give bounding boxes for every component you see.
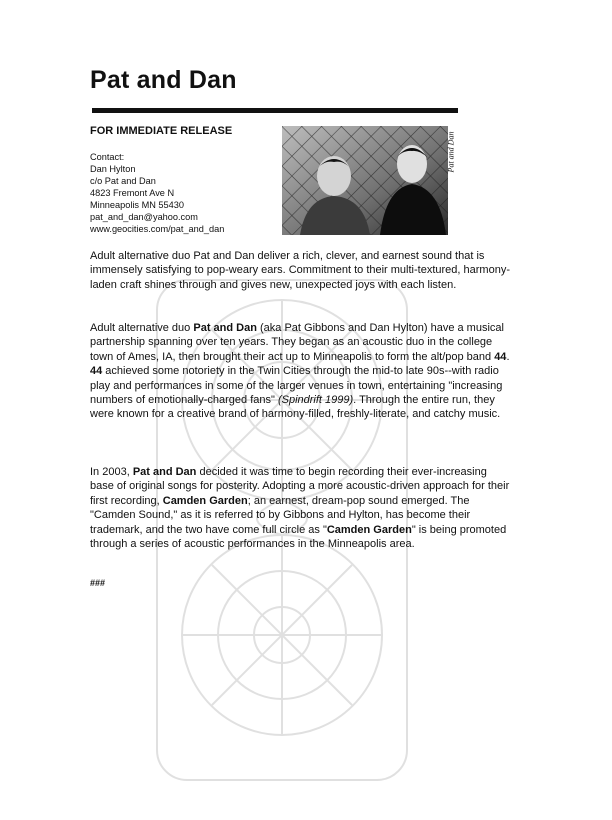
bio-paragraph: Adult alternative duo Pat and Dan (aka Pat Gibbons and Dan Hylton) have a musical partnership spanning over ten years. They began as an acoustic duo in the college town of Ames, IA, then brought their act up to Minneapolis to form the alt/pop band 44. 44 achieved some notoriety in the Twin Cities through the mid-to late 90s--with radio play and performances in some of the larger venues in town, entertaining "increasing numbers of emotionally-charged fans" (Spindrift 1999). Through the entire run, they were known for a creative brand of harmony-filled, freshly-literate, and catchy music. — [90, 322, 510, 421]
end-mark: ### — [90, 578, 106, 588]
former-band-name: 44 — [90, 365, 103, 378]
contact-website: www.geocities.com/pat_and_dan — [90, 224, 225, 234]
press-citation: (Spindrift 1999) — [277, 394, 354, 407]
album-title: Camden Garden — [162, 494, 248, 507]
band-name: Pat and Dan — [193, 322, 257, 334]
former-band-name: 44 — [494, 350, 507, 363]
contact-care-of: c/o Pat and Dan — [90, 176, 156, 186]
title-divider — [92, 108, 458, 113]
photo-caption: Pat and Dan — [446, 131, 456, 173]
album-title: Camden Garden — [326, 523, 412, 536]
band-photo-image — [282, 126, 448, 235]
contact-heading: Contact: — [90, 152, 125, 162]
recording-paragraph: In 2003, Pat and Dan decided it was time to begin recording their ever-increasing base of original songs for posterity. Adopting a more acoustic-driven approach for their first recording, Camden Garden; an earnest, dream-pop sound emerged. The "Camden Sound," as it is referred to by Gibbons and Hylton, has become their trademark, and the two have come full circle as "Camden Garden" is being promoted through a series of acoustic performances in the Minneapolis area. — [90, 466, 510, 551]
release-label: FOR IMMEDIATE RELEASE — [90, 125, 233, 137]
band-photo — [282, 126, 448, 235]
contact-name: Dan Hylton — [90, 164, 136, 174]
contact-email: pat_and_dan@yahoo.com — [90, 212, 198, 222]
contact-street: 4823 Fremont Ave N — [90, 188, 175, 198]
band-name: Pat and Dan — [132, 466, 197, 478]
contact-city: Minneapolis MN 55430 — [90, 200, 184, 210]
contact-block — [90, 151, 224, 235]
intro-paragraph: Adult alternative duo Pat and Dan deliver a rich, clever, and earnest sound that is immensely satisfying to pop-weary ears. Commitment to their multi-textured, harmony-laden craft shines through and gives new, unexpected joys with each listen. — [90, 250, 510, 291]
page-title: Pat and Dan — [90, 66, 237, 94]
